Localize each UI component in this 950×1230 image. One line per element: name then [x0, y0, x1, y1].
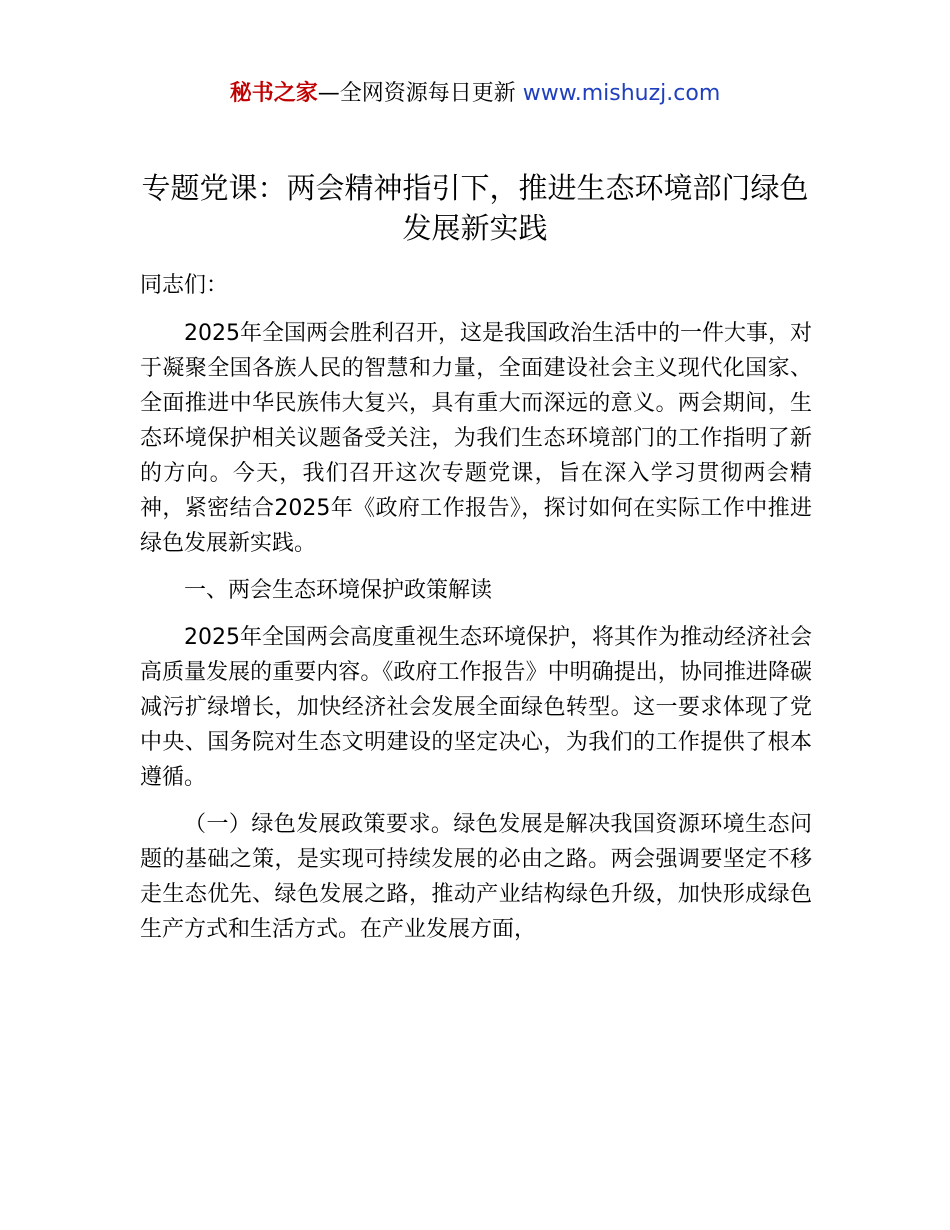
- document-title: 专题党课：两会精神指引下，推进生态环境部门绿色发展新实践: [141, 171, 809, 245]
- site-header: [0, 78, 950, 110]
- site-brand: 秘书之家: [229, 81, 318, 106]
- paragraph-intro: 2025年全国两会胜利召开，这是我国政治生活中的一件大事，对于凝聚全国各族人民的智慧和力量，全面建设社会主义现代化国家、全面推进中华民族伟大复兴，具有重大而深远的意义。两会期间，生态环境保护相关议题备受关注，为我们生态环境部门的工作指明了新的方向。今天，我们召开这次专题党课，旨在深入学习贯彻两会精神，紧密结合2025年《政府工作报告》，探讨如何在实际工作中推进绿色发展新实践。: [140, 321, 812, 556]
- document-body: [140, 268, 812, 959]
- site-tagline: —全网资源每日更新: [317, 81, 523, 106]
- paragraph-policy: 2025年全国两会高度重视生态环境保护，将其作为推动经济社会高质量发展的重要内容。《政府工作报告》中明确提出，协同推进降碳减污扩绿增长，加快经济社会发展全面绿色转型。这一要求体现了党中央、国务院对生态文明建设的坚定决心，为我们的工作提供了根本遵循。: [140, 625, 812, 790]
- site-url-link[interactable]: www.mishuzj.com: [522, 81, 721, 106]
- paragraph-green-development: （一）绿色发展政策要求。绿色发展是解决我国资源环境生态问题的基础之策，是实现可持续发展的必由之路。两会强调要坚定不移走生态优先、绿色发展之路，推动产业结构绿色升级，加快形成绿色生产方式和生活方式。在产业发展方面，: [140, 812, 812, 942]
- salutation: 同志们：: [140, 273, 229, 298]
- section-heading-1: 一、两会生态环境保护政策解读: [184, 578, 493, 603]
